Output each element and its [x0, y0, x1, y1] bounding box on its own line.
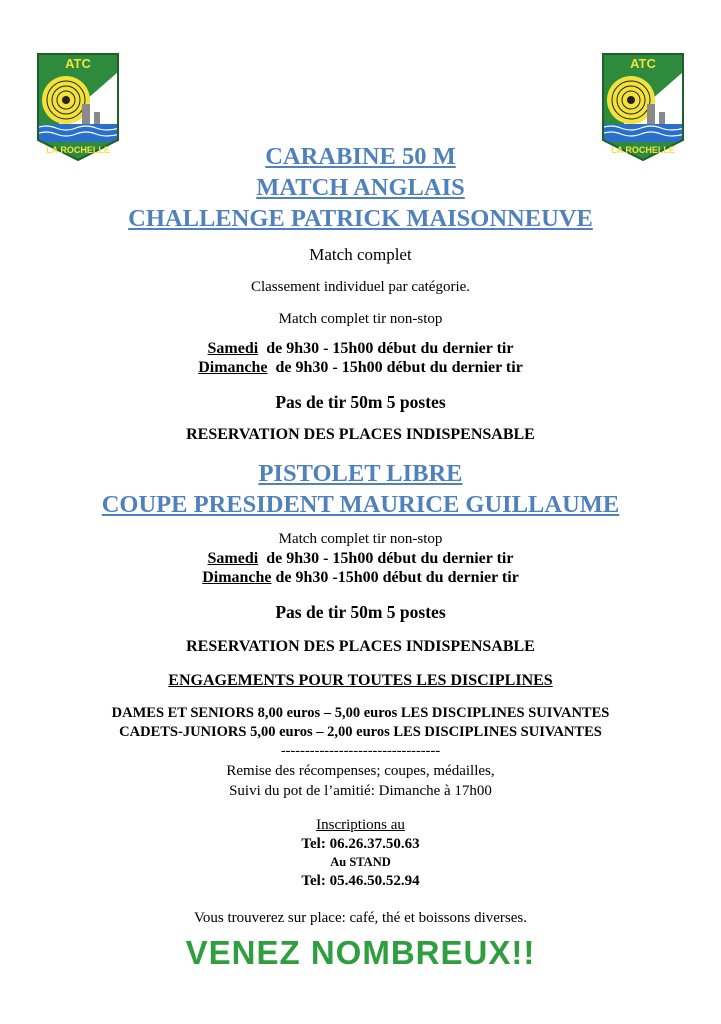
sur-place-text: Vous trouverez sur place: café, thé et boissons diverses. [194, 910, 527, 926]
pistolet-samedi-label: Samedi [207, 550, 259, 567]
au-stand-text: Au STAND [330, 855, 391, 869]
svg-text:ATC: ATC [65, 56, 91, 71]
separator-line: --------------------------------- [280, 743, 441, 759]
dimanche-label: Dimanche [198, 359, 268, 376]
reservation-text: RESERVATION DES PLACES INDISPENSABLE [186, 426, 535, 443]
dimanche-time: de 9h30 - 15h00 début du dernier tir [275, 359, 523, 376]
samedi-time: de 9h30 - 15h00 début du dernier tir [266, 340, 514, 357]
pistolet-samedi-time: de 9h30 - 15h00 début du dernier tir [266, 550, 514, 567]
classement-text: Classement individuel par catégorie. [250, 279, 471, 295]
pistolet-dimanche-time: de 9h30 -15h00 début du dernier tir [275, 569, 519, 586]
postes-text: Pas de tir 50m 5 postes [275, 392, 446, 412]
match-anglais-title: MATCH ANGLAIS [256, 174, 465, 201]
pistolet-title: PISTOLET LIBRE [258, 460, 463, 487]
remise-line2: Suivi du pot de l’amitié: Dimanche à 17h00 [229, 783, 492, 799]
venez-nombreux-text: VENEZ NOMBREUX!! [185, 934, 536, 971]
pistolet-samedi-schedule [0, 550, 721, 568]
tel1-text: Tel: 06.26.37.50.63 [301, 836, 420, 852]
nonstop-text: Match complet tir non-stop [278, 311, 443, 327]
svg-text:LA ROCHELLE: LA ROCHELLE [46, 145, 110, 155]
inscriptions-title: Inscriptions au [316, 817, 405, 833]
svg-text:ATC: ATC [630, 56, 656, 71]
pistolet-dimanche-schedule [0, 569, 721, 587]
challenge-title: CHALLENGE PATRICK MAISONNEUVE [128, 205, 593, 232]
svg-text:LA ROCHELLE: LA ROCHELLE [611, 145, 675, 155]
engagements-title: ENGAGEMENTS POUR TOUTES LES DISCIPLINES [168, 672, 553, 689]
match-complet-text: Match complet [309, 245, 412, 264]
dimanche-schedule [0, 359, 721, 377]
remise-line1: Remise des récompenses; coupes, médailles, [226, 763, 495, 779]
samedi-schedule [0, 340, 721, 358]
pistolet-postes-text: Pas de tir 50m 5 postes [275, 602, 446, 622]
carabine-title: CARABINE 50 M [265, 143, 456, 170]
pistolet-dimanche-label: Dimanche [202, 569, 272, 586]
pistolet-nonstop-text: Match complet tir non-stop [278, 531, 443, 547]
samedi-label: Samedi [207, 340, 259, 357]
dames-seniors-fees: DAMES ET SENIORS 8,00 euros – 5,00 euros LES DISCIPLINES SUIVANTES [111, 705, 610, 721]
coupe-title: COUPE PRESIDENT MAURICE GUILLAUME [101, 491, 620, 518]
cadets-juniors-fees: CADETS-JUNIORS 5,00 euros – 2,00 euros LES DISCIPLINES SUIVANTES [119, 724, 602, 740]
pistolet-reservation-text: RESERVATION DES PLACES INDISPENSABLE [186, 638, 535, 655]
tel2-text: Tel: 05.46.50.52.94 [301, 873, 420, 889]
